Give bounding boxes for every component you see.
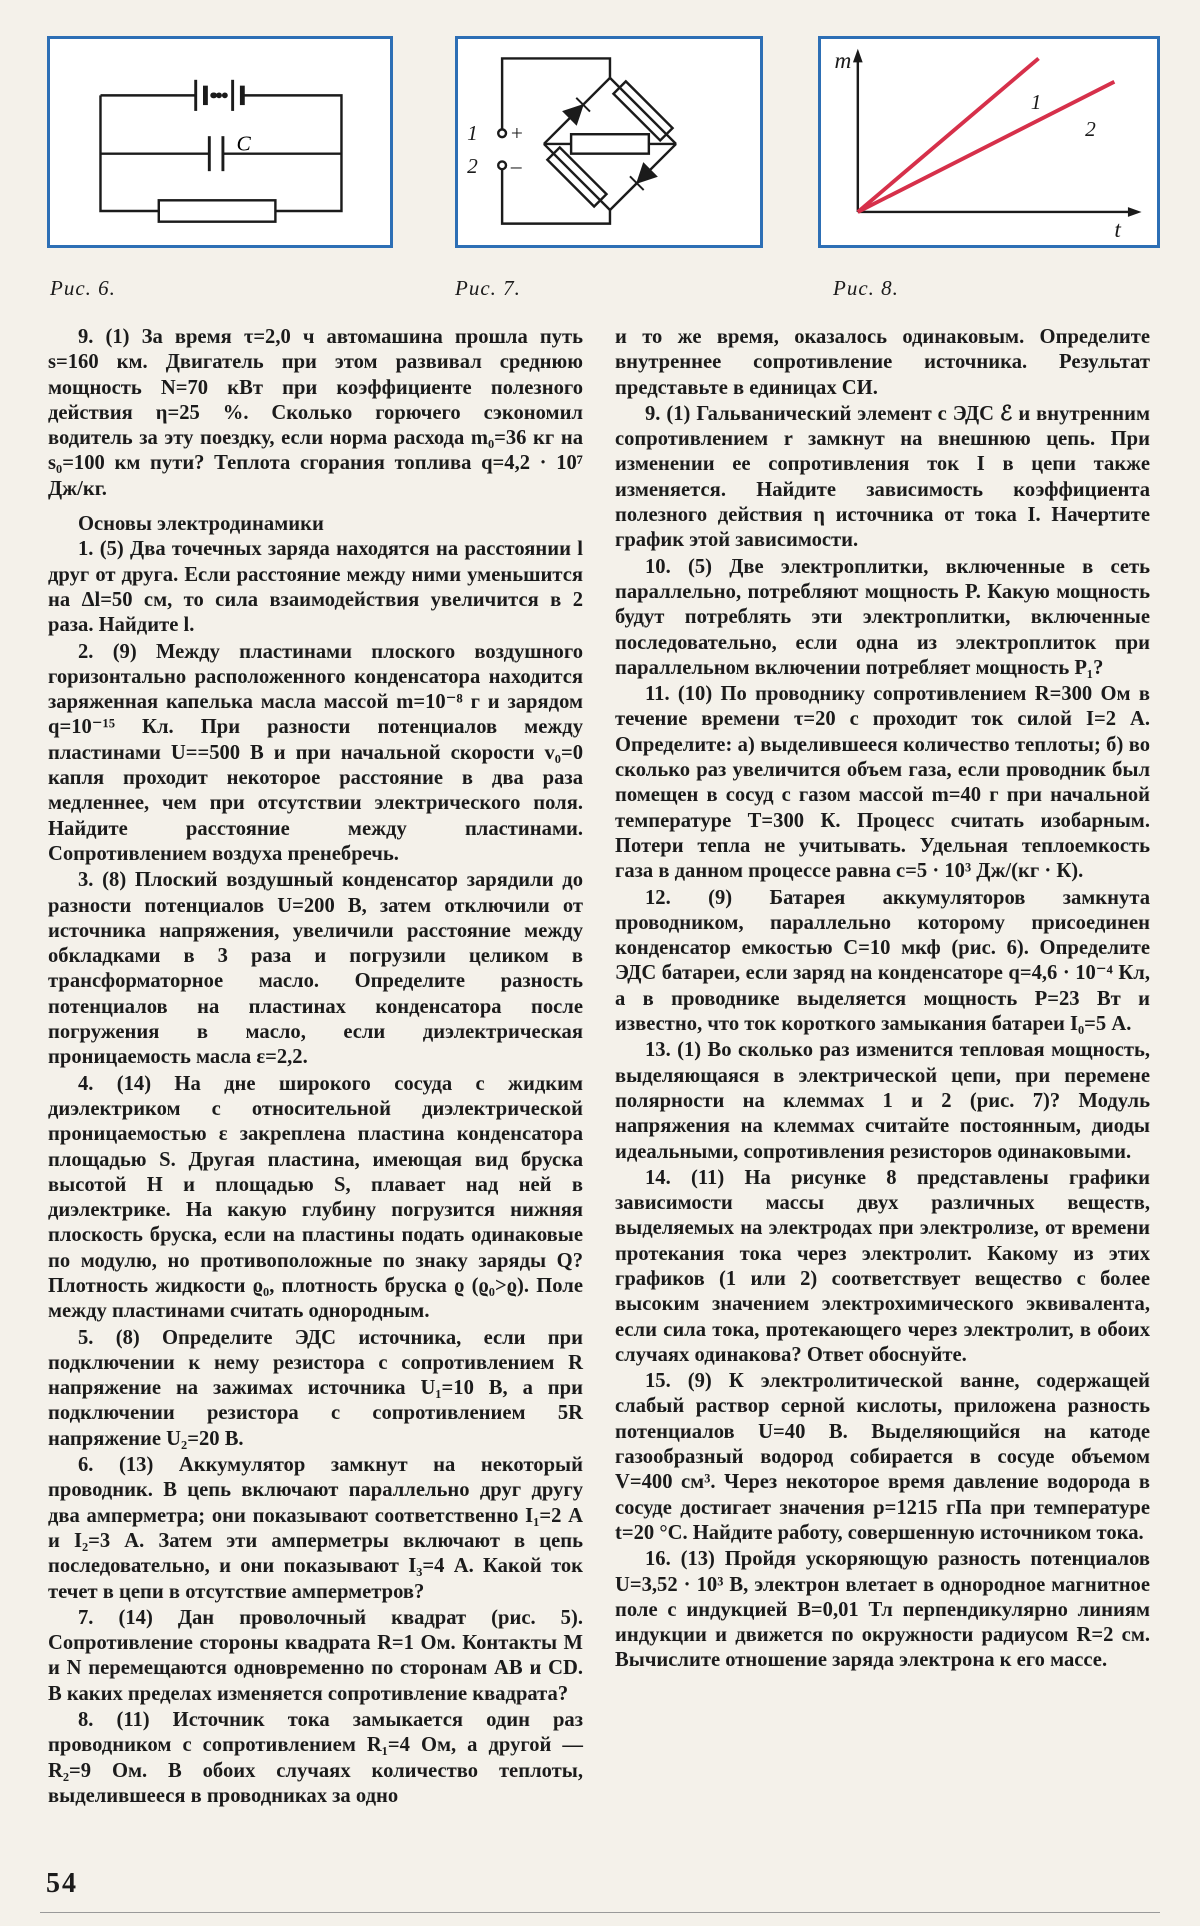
problem-e1: 1. (5) Два точечных заряда находятся на расстоянии l друг от друга. Если расстояние между ними уменьшится на Δl=50 см, то сила взаимодействия увеличится в 2 раза. Найдите l. <box>48 538 583 637</box>
line-1-label: 1 <box>1030 89 1042 114</box>
x-axis-label: t <box>1114 217 1121 244</box>
problem-e4: 4. (14) На дне широкого сосуда с жидким диэлектриком с относительной диэлектрической проницаемостью ε закреплена пластина конденсатора площадью S. Другая пластина, имеющая вид бруска высотой H и площадью S, плавает над ней в диэлектрике. На какую глубину погрузится нижняя плоскость бруска, если на пластины подать одинаковые по модулю, но противоположные по знаку заряды Q? Плотность жидкости ϱ₀, плотность бруска ϱ (ϱ₀>ϱ). Поле между пластинами считать однородным. <box>48 1072 583 1323</box>
figure-7-diode-bridge <box>455 36 763 248</box>
left-column <box>48 325 583 1810</box>
problem-e6: 6. (13) Аккумулятор замкнут на некоторый проводник. В цепь включают параллельно друг другу два амперметра; они показывают соответственно I₁=2 А и I₂=3 А. Затем эти амперметры включают в цепь последовательно, и они показывают I₃=4 А. Какой ток течет в цепи в отсутствие амперметров? <box>48 1454 583 1603</box>
mass-time-graph <box>821 39 1157 245</box>
problem-e15: 15. (9) К электролитической ванне, содержащей слабый раствор серной кислоты, приложена разность потенциалов U=40 В. Выделяющийся на катоде газообразный водород собирается в сосуде объемом V=400 см³. Через некоторое время давление водорода в сосуде достигает значения p=1215 гПа при температуре t=20 °С. Найдите работу, совершенную источником тока. <box>615 1370 1150 1544</box>
problem-e12: 12. (9) Батарея аккумуляторов замкнута проводником, параллельно которому присоединен конденсатор емкостью C=10 мкф (рис. 6). Определите ЭДС батареи, если заряд на конденсаторе q=4,6 · 10⁻⁴ Кл, а в проводнике выделяется мощность P=23 Вт и известно, что ток короткого замыкания батареи I₀=5 А. <box>615 886 1150 1036</box>
right-column <box>615 325 1150 1675</box>
figure-8-graph <box>818 36 1160 248</box>
y-axis-label: m <box>834 48 852 75</box>
problem-e14: 14. (11) На рисунке 8 представлены графики зависимости массы двух различных веществ, выделяемых на электродах при электролизе, от времени протекания тока через электролит. Какому из этих графиков (1 или 2) соответствует вещество с более высоким значением электрохимического эквивалента, если сила тока, протекающего через электролит, в обоих случаях одинакова? Ответ обоснуйте. <box>615 1166 1150 1366</box>
problem-e11: 11. (10) По проводнику сопротивлением R=300 Ом в течение времени τ=20 с проходит ток силой I=2 А. Определите: а) выделившееся количество теплоты; б) во сколько раз увеличится объем газа, если проводник был помещен в сосуд с газом массой m=40 г при начальной температуре T=300 К. Процесс считать изобарным. Потери тепла не учитывать. Удельная теплоемкость газа в данном процессе равна c=5 · 10³ Дж/(кг · К). <box>615 683 1150 883</box>
terminal-2-label: 2 <box>467 154 478 179</box>
problem-e8: 8. (11) Источник тока замыкается один раз проводником с сопротивлением R₁=4 Ом, а другой — R₂=9 Ом. В обоих случаях количество теплоты, выделившееся в проводниках за одно <box>48 1709 583 1807</box>
problem-e8-continued: и то же время, оказалось одинаковым. Определите внутреннее сопротивление источника. Результат представьте в единицах СИ. <box>615 326 1150 399</box>
terminal-1-sign: + <box>510 121 523 146</box>
problem-e9: 9. (1) Гальванический элемент с ЭДС ℰ и внутренним сопротивлением r замкнут на внешнюю цепь. При изменении ее сопротивления ток I в цепи также изменяется. Найдите зависимость коэффициента полезного действия η источника от тока I. Начертите график этой зависимости. <box>615 402 1150 552</box>
section-heading: Основы электродинамики <box>78 513 324 536</box>
caption-fig-8: Рис. 8. <box>833 276 899 300</box>
terminal-2-sign: – <box>510 154 522 179</box>
problem-e5: 5. (8) Определите ЭДС источника, если при подключении к нему резистора с сопротивлением R напряжение на зажимах источника U₁=10 В, а при подключении резистора с сопротивлением 5R напряжение U₂=20 В. <box>48 1326 583 1450</box>
problem-e16: 16. (13) Пройдя ускоряющую разность потенциалов U=3,52 · 10³ В, электрон влетает в однородное магнитное поле с индукцией B=0,01 Тл перпендикулярно линиям индукции и движется по окружности радиусом R=2 см. Вычислите отношение заряда электрона к его массе. <box>615 1548 1150 1672</box>
problem-e13: 13. (1) Во сколько раз изменится тепловая мощность, выделяющаяся в электрической цепи, при перемене полярности на клеммах 1 и 2 (рис. 7)? Модуль напряжения на клеммах считайте постоянным, диоды идеальными, сопротивления резисторов одинаковыми. <box>615 1039 1150 1163</box>
figure-6-circuit <box>47 36 393 248</box>
problem-e7: 7. (14) Дан проволочный квадрат (рис. 5). Сопротивление стороны квадрата R=1 Ом. Контакты M и N перемещаются одновременно по сторонам AB и CD. В каких пределах изменяется сопротивление квадрата? <box>48 1606 583 1705</box>
capacitor-label: C <box>236 131 251 156</box>
caption-fig-7: Рис. 7. <box>455 276 521 300</box>
page-number: 54 <box>46 1868 78 1899</box>
terminal-1-label: 1 <box>467 121 478 146</box>
problem-9-mechanics: 9. (1) За время τ=2,0 ч автомашина прошла путь s=160 км. Двигатель при этом развивал среднюю мощность N=70 кВт при коэффициенте полезного действия η=25 %. Сколько горючего сэкономил водитель за эту поездку, если норма расхода m₀=36 кг на s₀=100 км пути? Теплота сгорания топлива q=4,2 · 10⁷ Дж/кг. <box>48 326 583 500</box>
problem-e2: 2. (9) Между пластинами плоского воздушного горизонтально расположенного конденсатора находится заряженная капелька масла массой m=10⁻⁸ г и зарядом q=10⁻¹⁵ Кл. При разности потенциалов между пластинами U==500 В и при начальной скорости v₀=0 капля проходит некоторое расстояние в два раза медленнее, чем при отсутствии электрического поля. Найдите расстояние между пластинами. Сопротивлением воздуха пренебречь. <box>48 640 583 865</box>
problem-e10: 10. (5) Две электроплитки, включенные в сеть параллельно, потребляют мощность P. Какую мощность будут потреблять эти электроплитки, включенные последовательно, если одна из электроплиток при параллельном включении потребляет мощность P₁? <box>615 555 1150 679</box>
circuit-capacitor-diagram <box>50 39 390 245</box>
bottom-rule <box>40 1912 1160 1913</box>
diode-bridge-diagram <box>458 39 760 245</box>
line-2-label: 2 <box>1085 117 1096 142</box>
problem-e3: 3. (8) Плоский воздушный конденсатор зарядили до разности потенциалов U=200 В, затем отключили от источника напряжения, увеличили расстояние между обкладками в 3 раза и погрузили целиком в трансформаторное масло. Определите разность потенциалов на пластинах конденсатора после погружения в масло, если диэлектрическая проницаемость масла ε=2,2. <box>48 869 583 1069</box>
caption-fig-6: Рис. 6. <box>50 276 116 300</box>
